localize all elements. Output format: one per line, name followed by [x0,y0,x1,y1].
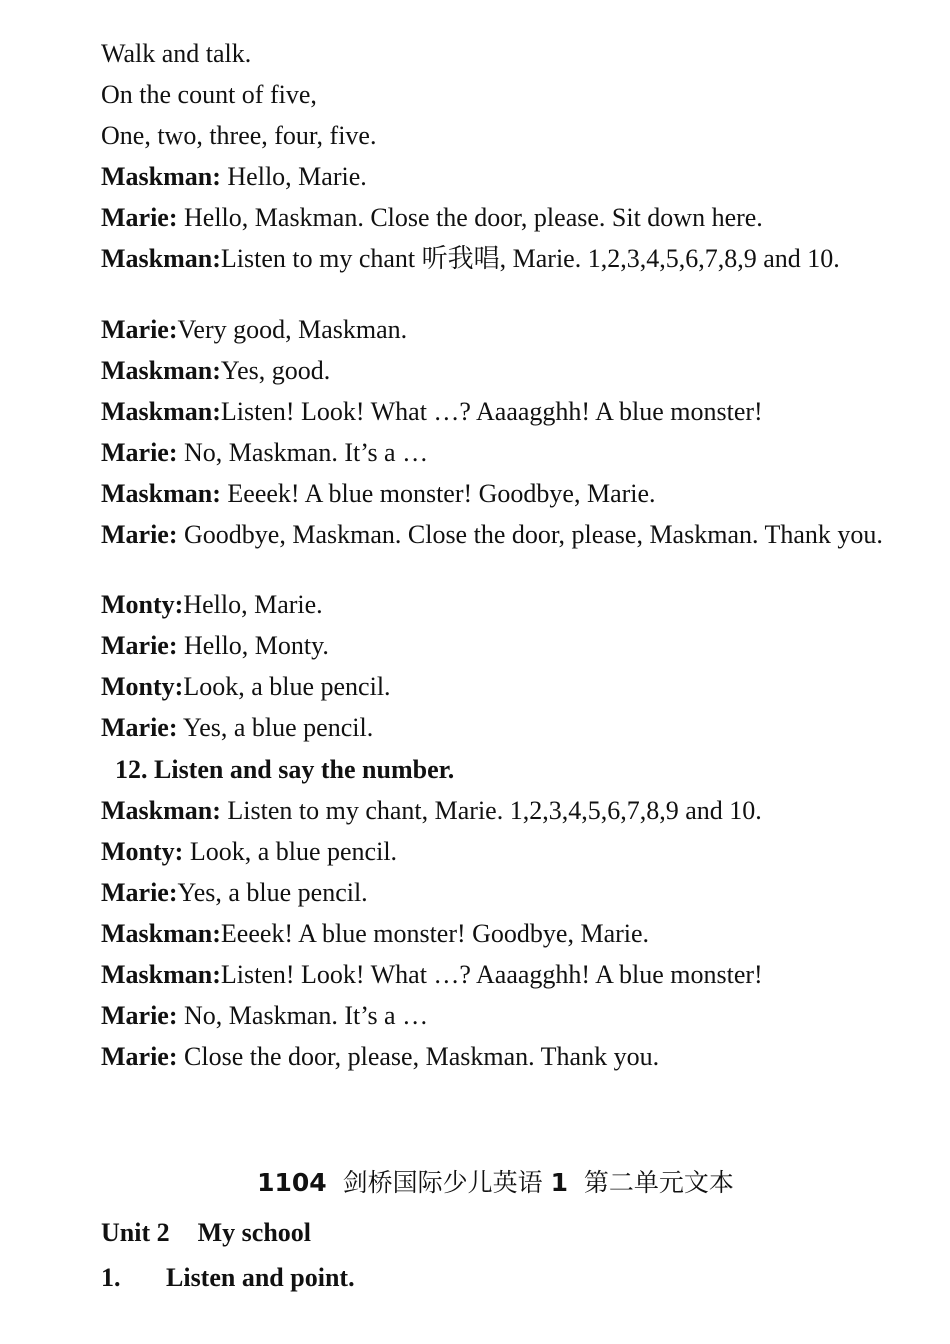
text-line: One, two, three, four, five. [101,121,377,150]
speaker-label: Maskman: [101,479,221,508]
dialogue-line [101,878,890,907]
dialogue-text: Hello, Monty. [177,631,329,660]
dialogue-line [101,919,890,948]
speaker-label: Marie: [101,203,178,232]
dialogue-text: Yes, a blue pencil. [177,878,368,907]
speaker-label: Maskman: [101,397,221,426]
section-level: 1 [550,1168,568,1197]
dialogue-text: Eeeek! A blue monster! Goodbye, Marie. [220,479,656,508]
section-code: 1104 [257,1168,327,1197]
dialogue-line [101,590,890,619]
dialogue-line [101,1001,890,1030]
dialogue-line [101,520,890,549]
speaker-label: Marie: [101,1042,178,1071]
dialogue-text: Yes, good. [220,356,331,385]
dialogue-line [101,1042,890,1071]
speaker-label: Maskman: [101,796,221,825]
dialogue-line [101,438,890,467]
dialogue-text: Very good, Maskman. [177,315,408,344]
speaker-label: Maskman: [101,960,221,989]
dialogue-text: No, Maskman. It’s a … [177,438,429,467]
dialogue-line [101,713,890,742]
dialogue-text: Listen! Look! What …? Aaaagghh! A blue monster! [220,960,763,989]
dialogue-text: Hello, Maskman. Close the door, please. Sit down here. [177,203,763,232]
dialogue-line [101,837,890,866]
dialogue-line [101,244,890,273]
dialogue-line [101,960,890,989]
text-line: Walk and talk. [101,39,252,68]
speaker-label: Marie: [101,438,178,467]
unit-label: Unit 2 [101,1218,170,1247]
speaker-label: Marie: [101,713,178,742]
dialogue-line [101,479,890,508]
dialogue-line [101,672,890,701]
exercise-heading: 12. Listen and say the number. [115,755,455,784]
speaker-label: Monty: [101,672,184,701]
speaker-label: Maskman: [101,919,221,948]
dialogue-text: Look, a blue pencil. [183,672,391,701]
speaker-label: Marie: [101,631,178,660]
speaker-label: Marie: [101,520,178,549]
section-title [101,1167,890,1199]
section-title-b: 第二单元文本 [583,1168,734,1197]
dialogue-line [101,796,890,825]
dialogue-text: Listen to my chant 听我唱, Marie. 1,2,3,4,5,6,7,8,9 and 10. [220,244,840,273]
exercise-title: Listen and point. [166,1263,355,1292]
speaker-label: Marie: [101,315,178,344]
speaker-label: Maskman: [101,162,221,191]
dialogue-line [101,315,890,344]
dialogue-line [101,356,890,385]
dialogue-text: Eeeek! A blue monster! Goodbye, Marie. [220,919,650,948]
dialogue-line [101,397,890,426]
unit-name: My school [197,1218,312,1247]
speaker-label: Monty: [101,837,184,866]
dialogue-text: Goodbye, Maskman. Close the door, please, Maskman. Thank you. [177,520,883,549]
speaker-label: Maskman: [101,244,221,273]
dialogue-text: Hello, Marie. [220,162,367,191]
section-title-a: 剑桥国际少儿英语 [342,1168,543,1197]
exercise-heading [101,1263,890,1292]
exercise-number: 1. [101,1263,121,1292]
text-line: On the count of five, [101,80,317,109]
dialogue-text: Close the door, please, Maskman. Thank you. [177,1042,660,1071]
speaker-label: Maskman: [101,356,221,385]
dialogue-text: Hello, Marie. [183,590,323,619]
dialogue-line [101,162,890,191]
dialogue-text: No, Maskman. It’s a … [177,1001,429,1030]
unit-heading [101,1218,890,1247]
speaker-label: Monty: [101,590,184,619]
dialogue-text: Listen to my chant, Marie. 1,2,3,4,5,6,7,8,9 and 10. [220,796,762,825]
speaker-label: Marie: [101,878,178,907]
dialogue-text: Listen! Look! What …? Aaaagghh! A blue monster! [220,397,763,426]
dialogue-line [101,631,890,660]
dialogue-line [101,203,890,232]
dialogue-text: Yes, a blue pencil. [177,713,374,742]
dialogue-text: Look, a blue pencil. [183,837,398,866]
speaker-label: Marie: [101,1001,178,1030]
